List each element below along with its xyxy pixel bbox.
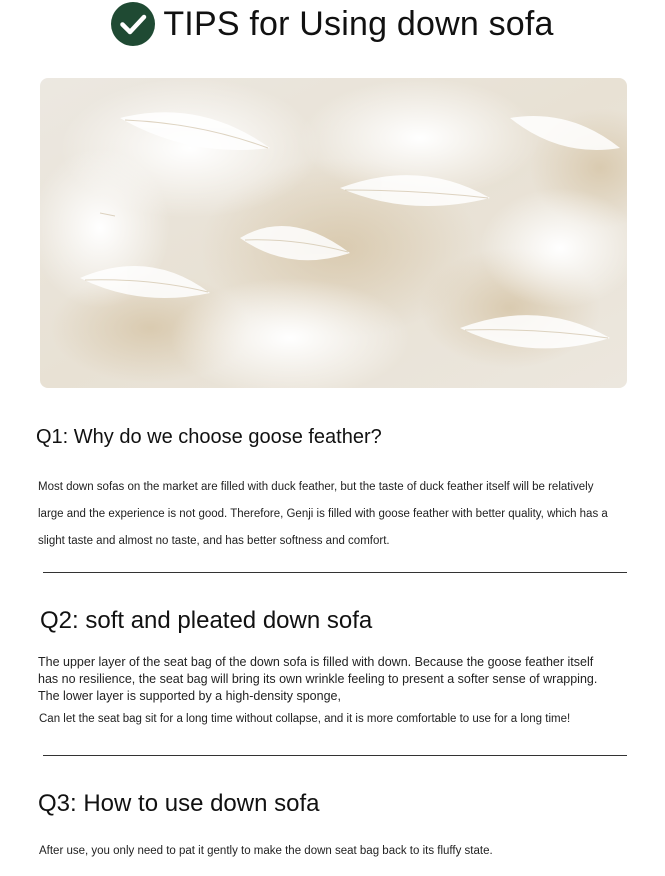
q2-heading: Q2: soft and pleated down sofa <box>40 607 373 634</box>
q3-body: After use, you only need to pat it gently to make the down seat bag back to its fluffy state. <box>39 845 493 857</box>
check-circle-icon <box>111 2 155 46</box>
q3-heading: Q3: How to use down sofa <box>38 790 320 817</box>
q2-body-extra: Can let the seat bag sit for a long time without collapse, and it is more comfortable to use for a long time! <box>39 713 571 725</box>
q1-body: Most down sofas on the market are filled with duck feather, but the taste of duck feather itself will be relatively large and the experience is not good. Therefore, Genji is filled with goose feather with better quality, which has a slight taste and almost no taste, and has better softness and comfort. <box>38 481 608 547</box>
title-row <box>0 0 665 48</box>
feathers-photo <box>40 78 627 388</box>
divider <box>43 755 627 756</box>
page-title: TIPS for Using down sofa <box>163 5 554 43</box>
divider <box>43 572 627 573</box>
q1-heading: Q1: Why do we choose goose feather? <box>36 426 382 448</box>
q2-body: The upper layer of the seat bag of the down sofa is filled with down. Because the goose feather itself has no resilience, the seat bag will bring its own wrinkle feeling to present a softer sense of wrapping. The lower layer is supported by a high-density sponge, <box>38 655 598 703</box>
